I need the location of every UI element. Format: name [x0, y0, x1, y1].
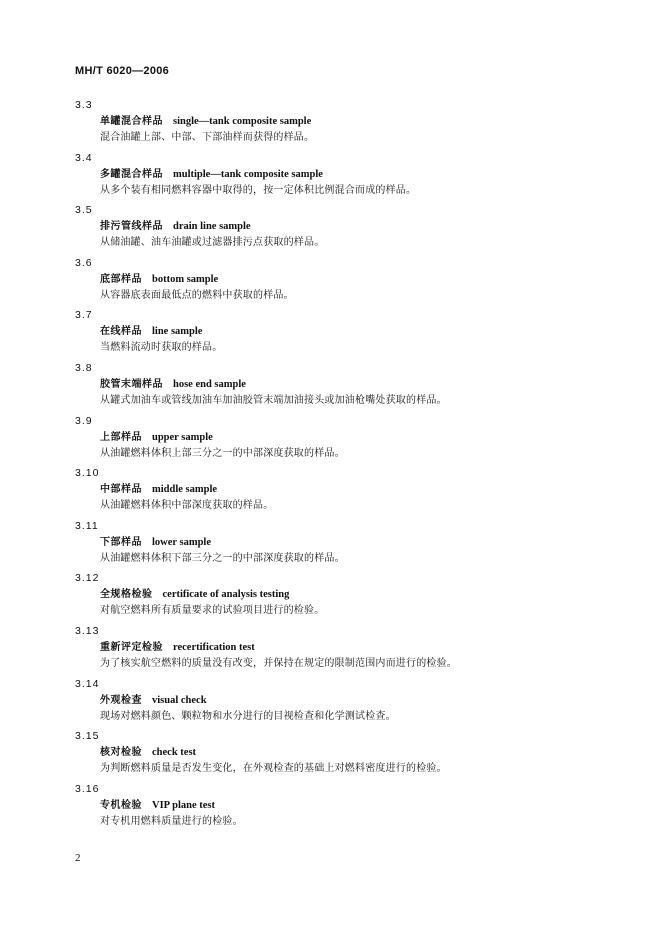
- term-entry: [75, 782, 635, 835]
- term-definition: 从容器底表面最低点的燃料中获取的样品。: [100, 289, 294, 301]
- term-line: [100, 536, 211, 550]
- term-chinese: 中部样品: [100, 484, 142, 496]
- clause-number: 3.3: [75, 99, 93, 111]
- term-entry: [75, 729, 635, 782]
- term-line: [100, 273, 218, 287]
- clause-number: 3.16: [75, 782, 100, 795]
- term-line: [100, 588, 289, 602]
- term-chinese: 上部样品: [100, 431, 142, 443]
- term-line: [100, 220, 251, 234]
- term-definition: 对专机用燃料质量进行的检验。: [100, 815, 243, 827]
- clause-number: 3.15: [75, 730, 100, 743]
- clause-number: 3.12: [75, 572, 100, 585]
- clause-number: 3.7: [75, 309, 93, 322]
- term-english: recertification test: [173, 641, 255, 653]
- term-english: visual check: [152, 694, 207, 706]
- term-line: [100, 694, 207, 708]
- term-english: hose end sample: [173, 378, 246, 390]
- term-line: [100, 746, 196, 760]
- clause-number: 3.11: [75, 519, 99, 532]
- page-number: 2: [75, 852, 81, 864]
- term-entry: [75, 203, 635, 256]
- term-english: drain line sample: [173, 221, 251, 233]
- term-english: line sample: [152, 326, 203, 338]
- term-definition: 从油罐燃料体积下部三分之一的中部深度获取的样品。: [100, 552, 345, 564]
- term-english: single—tank composite sample: [173, 116, 312, 127]
- clause-number: 3.6: [75, 256, 93, 269]
- term-line: [100, 378, 246, 392]
- term-chinese: 外观检查: [100, 694, 142, 706]
- terms-list: [75, 98, 635, 834]
- term-chinese: 胶管末端样品: [100, 378, 163, 390]
- clause-number: 3.9: [75, 414, 93, 427]
- term-line: [100, 168, 323, 182]
- term-entry: [75, 414, 635, 467]
- term-definition: 当燃料流动时获取的样品。: [100, 342, 223, 354]
- term-english: bottom sample: [152, 273, 219, 285]
- term-line: [100, 799, 215, 813]
- document-header: MH/T 6020—2006: [75, 65, 170, 77]
- term-definition: 混合油罐上部、中部、下部油样而获得的样品。: [100, 132, 315, 143]
- term-chinese: 核对检验: [100, 747, 142, 759]
- term-definition: 从多个装有相同燃料容器中取得的，按一定体积比例混合而成的样品。: [100, 184, 417, 196]
- term-definition: 为了核实航空燃料的质量没有改变，并保持在规定的限制范围内而进行的检验。: [100, 657, 457, 669]
- term-chinese: 排污管线样品: [100, 221, 163, 233]
- term-english: certificate of analysis testing: [162, 589, 290, 601]
- term-entry: [75, 677, 635, 730]
- term-line: [100, 431, 213, 445]
- term-chinese: 专机检验: [100, 799, 142, 811]
- term-english: VIP plane test: [152, 799, 215, 811]
- term-entry: [75, 519, 635, 572]
- term-english: multiple—tank composite sample: [173, 168, 323, 180]
- term-entry: [75, 624, 635, 677]
- term-chinese: 在线样品: [100, 326, 142, 338]
- term-definition: 现场对燃料颜色、颗粒物和水分进行的目视检查和化学测试检查。: [100, 710, 396, 722]
- term-line: [100, 325, 202, 339]
- term-definition: 从油罐燃料体积中部深度获取的样品。: [100, 500, 274, 512]
- term-entry: [75, 98, 635, 151]
- term-english: check test: [152, 747, 197, 759]
- term-line: [100, 115, 311, 129]
- term-chinese: 全规格检验: [100, 589, 153, 601]
- term-definition: 对航空燃料所有质量要求的试验项目进行的检验。: [100, 605, 325, 617]
- clause-number: 3.10: [75, 467, 100, 480]
- term-entry: [75, 466, 635, 519]
- clause-number: 3.4: [75, 151, 93, 164]
- clause-number: 3.5: [75, 204, 93, 217]
- term-chinese: 单罐混合样品: [100, 116, 163, 127]
- term-definition: 从油罐燃料体积上部三分之一的中部深度获取的样品。: [100, 447, 345, 459]
- term-chinese: 重新评定检验: [100, 641, 163, 653]
- term-english: upper sample: [152, 431, 213, 443]
- term-entry: [75, 571, 635, 624]
- term-chinese: 下部样品: [100, 536, 142, 548]
- clause-number: 3.13: [75, 624, 100, 637]
- term-entry: [75, 361, 635, 414]
- term-entry: [75, 308, 635, 361]
- term-entry: [75, 256, 635, 309]
- term-entry: [75, 151, 635, 204]
- term-line: [100, 483, 217, 497]
- term-line: [100, 641, 255, 655]
- term-definition: 从储油罐、油车油罐或过滤器排污点获取的样品。: [100, 237, 325, 249]
- term-definition: 为判断燃料质量是否发生变化，在外观检查的基础上对燃料密度进行的检验。: [100, 763, 447, 775]
- term-english: middle sample: [152, 484, 218, 496]
- term-definition: 从罐式加油车或管线加油车加油胶管末端加油接头或加油枪嘴处获取的样品。: [100, 394, 447, 406]
- clause-number: 3.14: [75, 677, 100, 690]
- term-chinese: 底部样品: [100, 273, 142, 285]
- clause-number: 3.8: [75, 361, 93, 374]
- term-english: lower sample: [152, 536, 212, 548]
- term-chinese: 多罐混合样品: [100, 168, 163, 180]
